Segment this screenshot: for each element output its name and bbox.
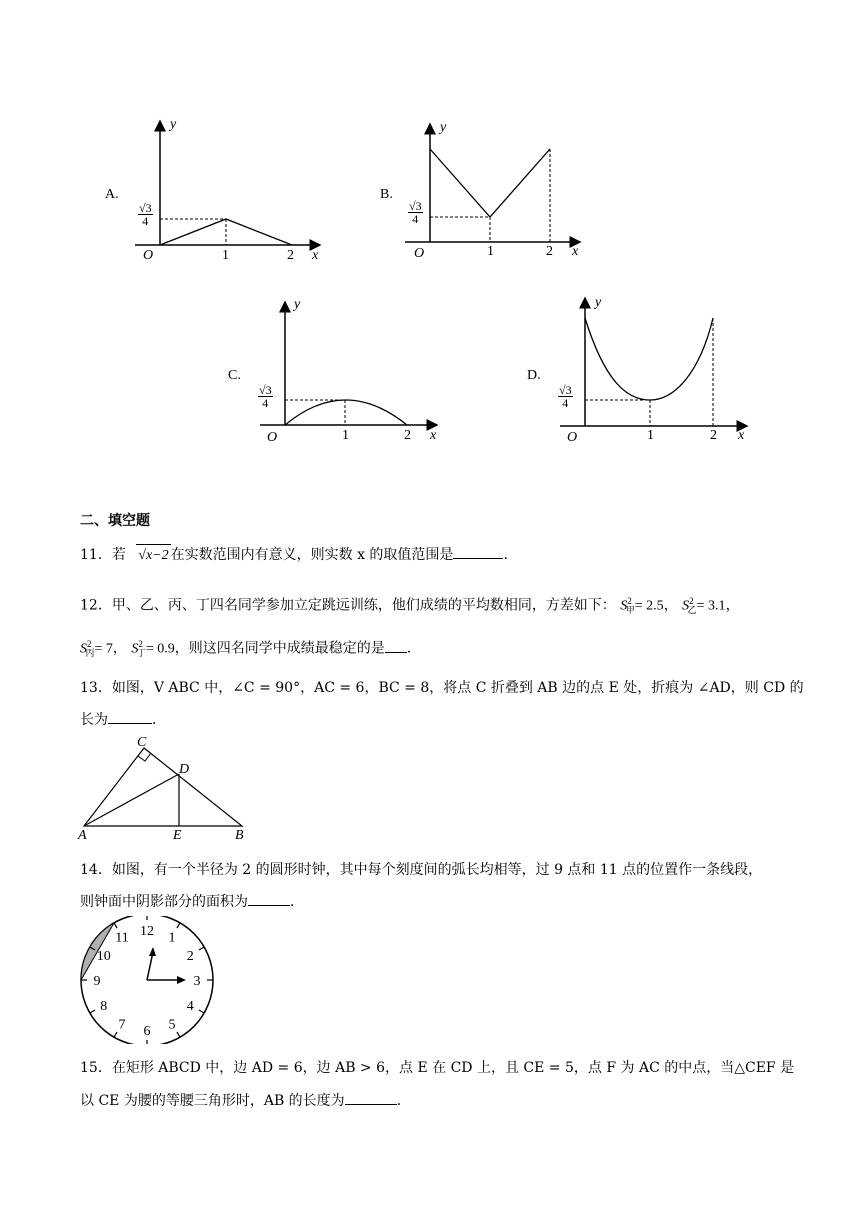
clock-number: 12	[140, 924, 154, 939]
origin-label: O	[143, 248, 154, 263]
q13-label-A: A	[78, 828, 87, 843]
origin-label: O	[414, 246, 425, 261]
y-value-sqrt3-over-4: $\frac{√3}{4}$	[259, 383, 272, 410]
tick-1: 1	[647, 428, 654, 443]
tick-1: 1	[222, 248, 229, 263]
q12-text: 12．甲、乙、丙、丁四名同学参加立定跳远训练，他们成绩的平均数相同，方差如下：	[80, 597, 616, 614]
option-d-svg	[555, 292, 755, 438]
clock-number: 10	[96, 949, 111, 964]
question-14-line2: 则钟面中阴影部分的面积为 ．	[80, 891, 304, 912]
option-a-label: A.	[105, 187, 119, 202]
x-label: x	[572, 244, 579, 259]
y-label: y	[294, 297, 301, 312]
clock-number: 7	[118, 1017, 126, 1033]
option-c-label: C.	[228, 368, 241, 383]
q13-label-B: B	[235, 828, 244, 843]
tick-2: 2	[546, 244, 553, 259]
y-label: y	[440, 120, 447, 135]
curve	[285, 400, 407, 425]
option-b-svg	[400, 118, 590, 258]
q13-triangle-figure	[76, 734, 252, 846]
x-label: x	[430, 428, 437, 443]
x-label: x	[738, 428, 745, 443]
question-15-line1: 15．在矩形 ABCD 中，边 AD = 6，边 AB > 6，点 E 在 CD 上，且 CE = 5，点 F 为 AC 的中点，当△CEF 是	[80, 1060, 795, 1076]
option-b-label: B.	[380, 187, 393, 202]
q13-label-D: D	[179, 762, 190, 777]
q11-number: 11．若	[80, 547, 126, 563]
clock-number: 1	[168, 930, 176, 946]
q12-answer-blank[interactable]	[385, 638, 407, 653]
clock-number: 4	[186, 999, 194, 1014]
y-label: y	[595, 295, 602, 310]
tick-2: 2	[287, 248, 294, 263]
q13-answer-blank[interactable]	[108, 709, 152, 724]
clock-number: 3	[193, 974, 201, 989]
question-12-line1: 12．甲、乙、丙、丁四名同学参加立定跳远训练，他们成绩的平均数相同，方差如下： $S^2_甲= 2.5$， $S^2_乙= 3.1$，	[80, 596, 740, 617]
option-a-svg	[130, 115, 330, 270]
x-label: x	[312, 248, 319, 263]
question-14-line1: 14．如图，有一个半径为 2 的圆形时钟，其中每个刻度间的弧长均相等，过 9 点和 11 点的位置作一条线段，	[80, 862, 763, 878]
clock-number: 9	[93, 974, 101, 989]
y-value-sqrt3-over-4: $\frac{√3}{4}$	[409, 199, 422, 226]
clock-number: 6	[143, 1024, 151, 1039]
clock-number: 5	[168, 1017, 176, 1033]
curve	[585, 318, 713, 400]
question-13-line1: 13．如图，V ABC 中，∠C = 90°，AC = 6，BC = 8，将点 C 折叠到 AB 边的点 E 处，折痕为 ∠AD，则 CD 的	[80, 680, 804, 696]
q13-label-E: E	[173, 828, 182, 843]
y-value-sqrt3-over-4: $\frac{√3}{4}$	[559, 383, 572, 410]
q11-radical: √x−2	[136, 544, 170, 566]
question-12-line2: $S^2_丙= 7$， $S^2_丁= 0.9$，则这四名同学中成绩最稳定的是 ．	[80, 639, 421, 660]
clock-number: 11	[115, 930, 129, 946]
q11-answer-blank[interactable]	[453, 544, 503, 559]
tick-2: 2	[404, 428, 411, 443]
y-value-sqrt3-over-4: $\frac{√3}{4}$	[139, 201, 152, 228]
q15-answer-blank[interactable]	[345, 1090, 397, 1105]
clock-number: 8	[100, 999, 108, 1014]
y-label: y	[170, 117, 177, 132]
question-13-line2: 长为 ．	[80, 709, 166, 730]
tick-2: 2	[710, 428, 717, 443]
origin-label: O	[567, 430, 578, 445]
option-d-label: D.	[527, 368, 541, 383]
q13-label-C: C	[137, 735, 147, 750]
option-c-svg	[255, 296, 445, 438]
q14-answer-blank[interactable]	[248, 891, 290, 906]
section-title: 二、填空题	[80, 513, 150, 529]
curve	[430, 149, 550, 217]
question-11: 11．若 √x−2 在实数范围内有意义，则实数 x 的取值范围是 ．	[80, 544, 517, 566]
clock-number: 2	[186, 949, 194, 964]
tick-1: 1	[487, 244, 494, 259]
q11-text: 在实数范围内有意义，则实数 x 的取值范围是	[170, 547, 454, 563]
origin-label: O	[267, 430, 278, 445]
question-15-line2: 以 CE 为腰的等腰三角形时，AB 的长度为 ．	[80, 1090, 411, 1111]
tick-1: 1	[342, 428, 349, 443]
q14-clock-figure	[75, 916, 217, 1044]
